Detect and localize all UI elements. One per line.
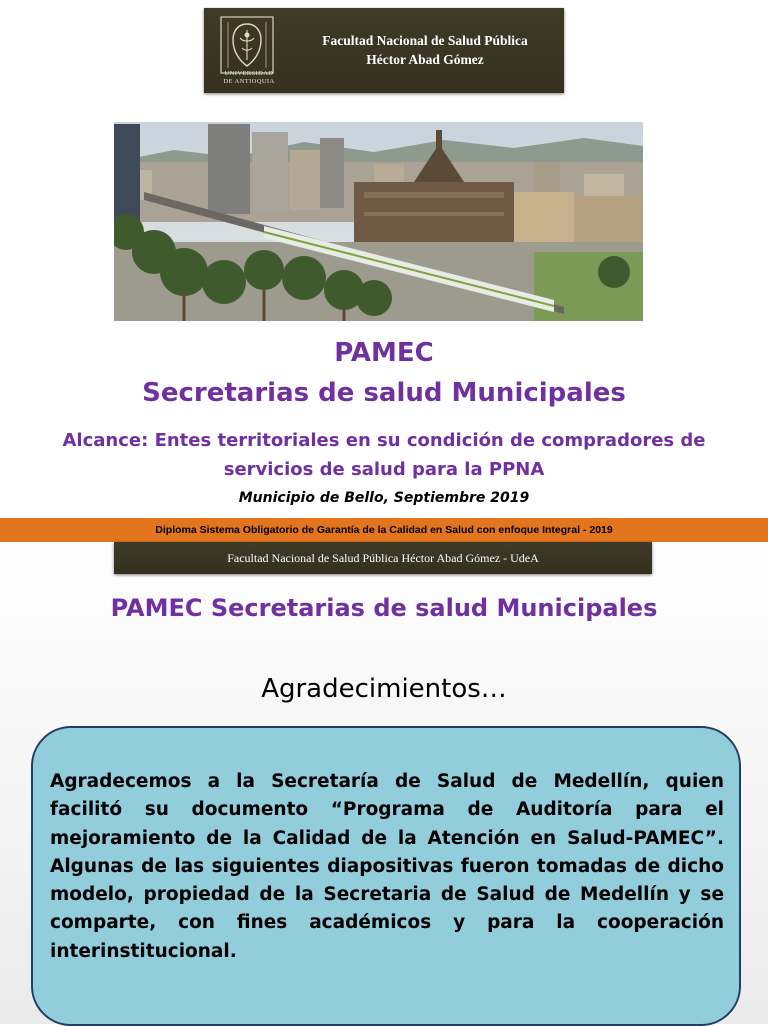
slide-2 (0, 518, 768, 1024)
slide1-scope (0, 426, 768, 484)
scope-line-2: servicios de salud para la PPNA (223, 459, 545, 480)
city-photo-icon (114, 122, 643, 321)
slide1-subtitle: Secretarias de salud Municipales (142, 378, 626, 408)
scope-line-1: Alcance: Entes territoriales en su condición de compradores de (62, 430, 706, 451)
slide1-municipality-date: Municipio de Bello, Septiembre 2019 (238, 490, 530, 506)
slide2-subtitle: Agradecimientos… (261, 674, 507, 704)
slide1-title: PAMEC (334, 338, 434, 368)
slide2-title: PAMEC Secretarias de salud Municipales (110, 594, 658, 622)
acknowledgement-text: Agradecemos a la Secretaría de Salud de Medellín, quien facilitó su documento “Programa de Auditoría para el mejoramiento de la Calidad de la Atención en Salud-PAMEC”. Algunas de las siguientes diapositivas fueron tomadas de dicho modelo, propiedad de la Secretaria de Salud de Medellín y se comparte, con fines académicos y para la cooperación interinstitucional. (50, 771, 724, 962)
acknowledgement-box (31, 726, 741, 1026)
header-banner (204, 8, 564, 93)
header-faculty-name: Facultad Nacional de Salud Pública (322, 33, 528, 48)
university-caption: UNIVERSIDAD DE ANTIOQUIA (223, 70, 275, 85)
university-seal-icon (218, 16, 276, 74)
faculty-footer-banner: Facultad Nacional de Salud Pública Héctor Abad Gómez - UdeA (114, 542, 652, 574)
header-faculty-person: Héctor Abad Gómez (366, 52, 484, 67)
diploma-bar: Diploma Sistema Obligatorio de Garantía de la Calidad en Salud con enfoque Integral - 2019 (0, 518, 768, 542)
